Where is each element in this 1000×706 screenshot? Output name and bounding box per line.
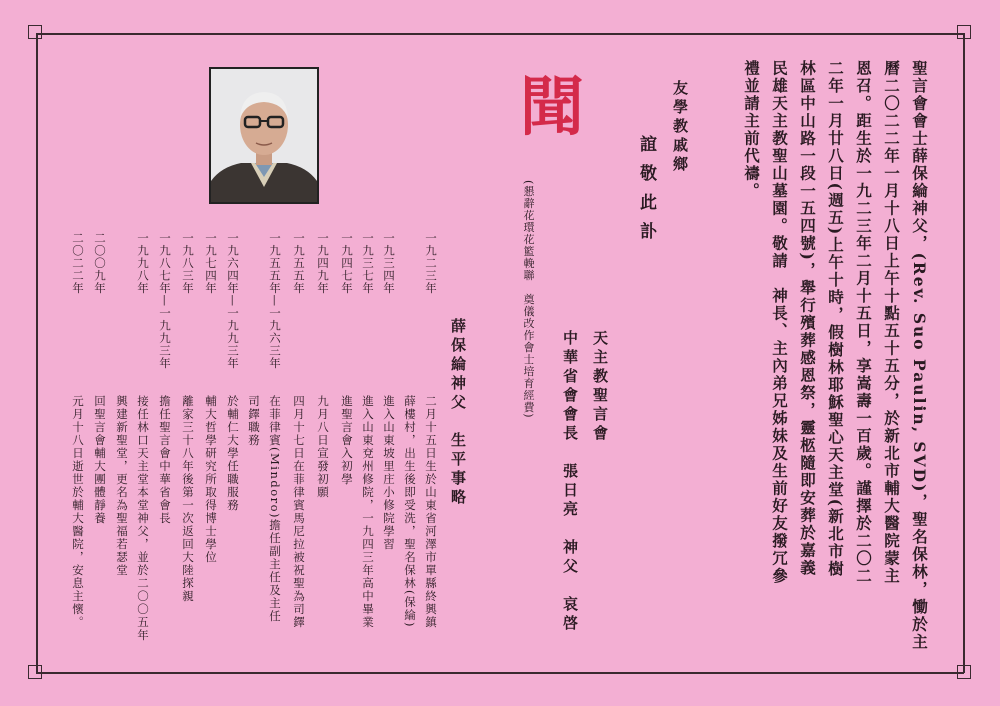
bio-text-13: 擔任聖言會中華省會長 (158, 395, 172, 525)
frame-bottom (36, 672, 964, 674)
announcement-line-5: 林區中山路一段一五四號)，舉行殯葬感恩祭，靈柩隨即安葬於嘉義 (798, 60, 817, 577)
bio-year-10: 一九六四年—一九九三年 (226, 232, 240, 370)
bio-text-7: 四月十七日在菲律賓馬尼拉被祝聖為司鐸 (292, 395, 306, 629)
bio-text-4: 進入山東兗州修院，一九四三年高中畢業 (361, 395, 375, 629)
announcement-line-3: 恩召。距生於一九二三年二月十五日，享嵩壽一百歲。謹擇於二〇二 (854, 60, 873, 585)
corner-tr (957, 25, 971, 39)
wen-character: 聞 (520, 70, 584, 145)
corner-br (957, 665, 971, 679)
frame-left (36, 33, 38, 673)
announcement-line-7: 禮並請主前代禱。 (742, 60, 761, 200)
bio-text-17: 元月十八日逝世於輔大醫院，安息主懷。 (71, 395, 85, 629)
bio-year-7: 一九五五年 (292, 232, 306, 295)
bio-year-6: 一九四九年 (316, 232, 330, 295)
bio-year-3: 一九三四年 (382, 232, 396, 295)
bio-year-8: 一九五五年—一九六三年 (268, 232, 282, 370)
bio-year-13: 一九八七年—一九九三年 (158, 232, 172, 370)
announcement-line-6: 民雄天主教聖山墓園。敬請 神長、主內弟兄姊妹及生前好友撥冗參 (770, 60, 789, 585)
bio-year-17: 二〇二二年 (71, 232, 85, 295)
bio-year-11: 一九七四年 (204, 232, 218, 295)
portrait-image (211, 69, 317, 202)
bio-text-11: 輔大哲學研究所取得博士學位 (204, 395, 218, 564)
bio-text-9: 司鐸職務 (247, 395, 261, 447)
frame-top (36, 33, 964, 35)
bio-text-2: 薛樓村，出生後即受洗，聖名保林(保綸) (403, 395, 417, 628)
bio-text-5: 進聖言會入初學 (340, 395, 354, 486)
corner-bl (28, 665, 42, 679)
bio-text-15: 興建新聖堂，更名為聖福若瑟堂 (115, 395, 129, 577)
signer-org: 天主教聖言會 (591, 330, 609, 444)
bio-year-14: 一九九八年 (136, 232, 150, 295)
bio-text-12: 離家三十八年後第一次返回大陸探親 (181, 395, 195, 603)
bio-year-12: 一九八三年 (181, 232, 195, 295)
announcement-line-2: 曆二〇二二年一月十八日上午十點五十五分，於新北市輔大醫院蒙主 (882, 60, 901, 585)
frame-right (963, 33, 965, 673)
condolence-note: (懇辭花環花籃輓聯 奠儀改作會士培育經費) (522, 180, 535, 419)
bio-text-16: 回聖言會輔大團體靜養 (93, 395, 107, 525)
respect-text: 誼敬此訃 (636, 135, 656, 251)
greeting-text: 友學教戚鄉 (671, 80, 689, 175)
announcement-line-4: 二年一月廿八日(週五)上午十時，假樹林耶穌聖心天主堂(新北市樹 (826, 60, 845, 579)
bio-text-1: 二月十五日生於山東省河澤市單縣終興鎮 (424, 395, 438, 629)
signer-name: 中華省會會長 張日亮 神父 哀啓 (561, 330, 579, 634)
bio-title: 薛保綸神父 生平事略 (449, 318, 467, 508)
bio-year-16: 二〇〇九年 (93, 232, 107, 295)
bio-text-14: 接任林口天主堂本堂神父，並於二〇〇五年 (136, 395, 150, 642)
bio-text-10: 於輔仁大學任職服務 (226, 395, 240, 512)
portrait-photo (209, 67, 319, 204)
bio-text-3: 進入山東坡里庄小修院學習 (382, 395, 396, 551)
bio-year-5: 一九四七年 (340, 232, 354, 295)
bio-year-1: 一九二三年 (424, 232, 438, 295)
bio-text-8: 在菲律賓(Mindoro)擔任副主任及主任 (268, 395, 282, 624)
bio-text-6: 九月八日宣發初願 (316, 395, 330, 499)
corner-tl (28, 25, 42, 39)
bio-year-4: 一九三七年 (361, 232, 375, 295)
announcement-line-1: 聖言會會士薛保綸神父，(Rev. Suo Paulin, SVD)，聖名保林，慟於主 (910, 60, 929, 651)
